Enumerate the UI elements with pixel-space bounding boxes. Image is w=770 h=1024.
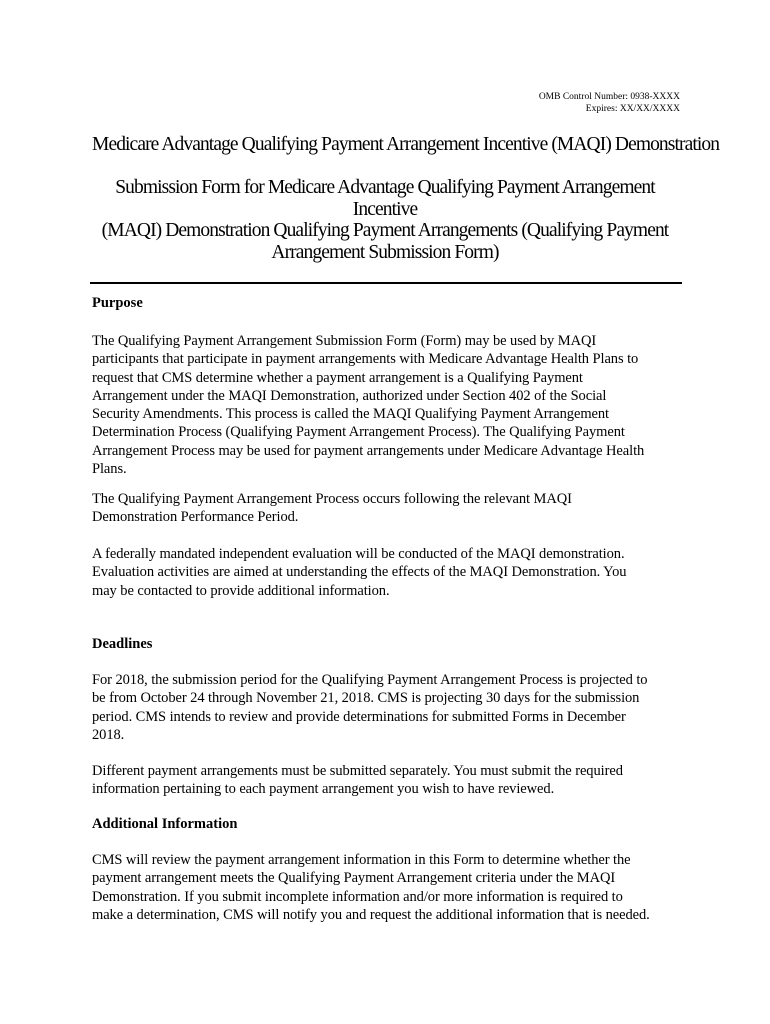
text-line: make a determination, CMS will notify you and request the additional information that is needed.: [92, 906, 650, 923]
text-line: Plans.: [92, 461, 127, 478]
text-line: Determination Process (Qualifying Payment Arrangement Process). The Qualifying Payment: [92, 424, 625, 441]
text-line: Different payment arrangements must be submitted separately. You must submit the required: [92, 763, 623, 779]
text-line: information pertaining to each payment arrangement you wish to have reviewed.: [92, 781, 555, 798]
omb-expiration: Expires: XX/XX/XXXX: [585, 104, 680, 114]
deadlines-paragraph-2: [92, 762, 684, 799]
text-line: Security Amendments. This process is called the MAQI Qualifying Payment Arrangement: [92, 406, 610, 423]
text-line: may be contacted to provide additional information.: [92, 582, 390, 599]
additional-info-heading: Additional Information: [92, 816, 238, 832]
text-line: payment arrangement meets the Qualifying Payment Arrangement criteria under the MAQI: [92, 870, 616, 887]
text-line: Arrangement Process may be used for payment arrangements under Medicare Advantage Health: [92, 442, 645, 459]
purpose-paragraph-2: [92, 490, 684, 527]
text-line: CMS will review the payment arrangement information in this Form to determine whether the: [92, 852, 631, 868]
text-line: Demonstration Performance Period.: [92, 509, 299, 526]
purpose-paragraph-3: [92, 545, 684, 600]
additional-info-paragraph: [92, 851, 684, 924]
document-title: Medicare Advantage Qualifying Payment Arrangement Incentive (MAQI) Demonstration: [92, 134, 720, 155]
purpose-heading: Purpose: [92, 295, 143, 311]
subtitle-line: Submission Form for Medicare Advantage Qualifying Payment Arrangement Incentive: [115, 177, 655, 220]
text-line: A federally mandated independent evaluation will be conducted of the MAQI demonstration.: [92, 546, 625, 562]
omb-info: [539, 91, 680, 115]
text-line: For 2018, the submission period for the Qualifying Payment Arrangement Process is projected to: [92, 672, 648, 688]
subtitle-line: Arrangement Submission Form): [271, 241, 499, 263]
text-line: The Qualifying Payment Arrangement Submission Form (Form) may be used by MAQI: [92, 333, 597, 349]
text-line: request that CMS determine whether a payment arrangement is a Qualifying Payment: [92, 369, 583, 386]
title-divider: [90, 282, 682, 284]
deadlines-heading: Deadlines: [92, 636, 153, 652]
subtitle-line: (MAQI) Demonstration Qualifying Payment Arrangements (Qualifying Payment: [101, 220, 669, 241]
deadlines-paragraph-1: [92, 671, 684, 744]
text-line: Demonstration. If you submit incomplete information and/or more information is required to: [92, 888, 623, 905]
omb-control-number: OMB Control Number: 0938-XXXX: [538, 92, 680, 102]
text-line: 2018.: [92, 726, 125, 743]
text-line: The Qualifying Payment Arrangement Process occurs following the relevant MAQI: [92, 491, 572, 507]
text-line: period. CMS intends to review and provide determinations for submitted Forms in December: [92, 708, 626, 725]
text-line: participants that participate in payment arrangements with Medicare Advantage Health Plans to: [92, 351, 639, 368]
purpose-paragraph-1: [92, 332, 684, 478]
text-line: Evaluation activities are aimed at understanding the effects of the MAQI Demonstration. You: [92, 564, 627, 581]
text-line: be from October 24 through November 21, 2018. CMS is projecting 30 days for the submission: [92, 690, 640, 707]
form-subtitle: [90, 177, 680, 263]
text-line: Arrangement under the MAQI Demonstration, authorized under Section 402 of the Social: [92, 387, 607, 404]
